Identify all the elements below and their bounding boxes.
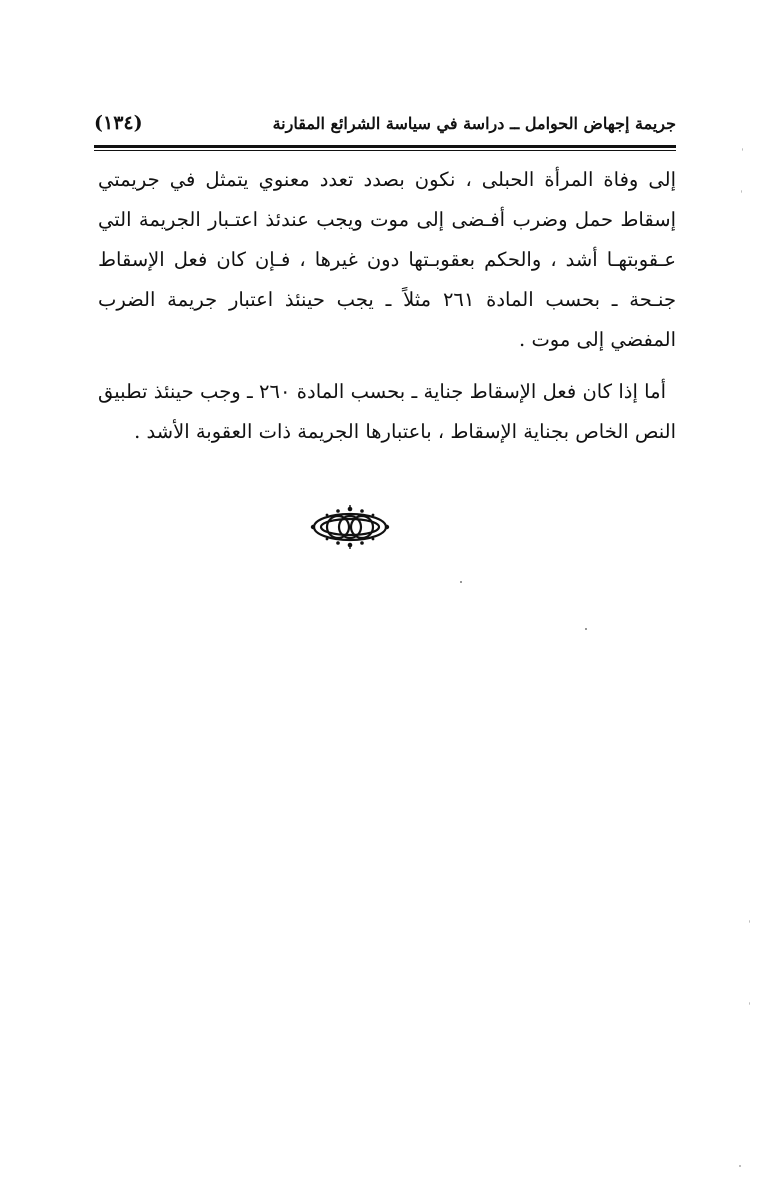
paragraph-2: أما إذا كان فعل الإسقاط جناية ـ بحسب المادة ٢٦٠ ـ وجب حينئذ تطبيق النص الخاص بجناية الإسقاط ، باعتبارها الجريمة ذات العقوبة الأشد . [98, 380, 676, 443]
running-header [94, 108, 676, 142]
header-title: جريمة إجهاض الحوامل ــ دراسة في سياسة الشرائع المقارنة [272, 114, 676, 133]
scan-speck [742, 148, 743, 151]
header-rule-thick [94, 145, 676, 148]
scan-speck [749, 1002, 750, 1005]
scan-speck [741, 190, 742, 193]
scan-speck [749, 920, 750, 923]
paragraph-1: إلى وفاة المرأة الحبلى ، نكون بصدد تعدد معنوي يتمثل في جريمتي إسقاط حمل وضرب أفـضى إلى موت ويجب عندئذ اعتـبار الجريمة التي عـقوبتهـا أشد ، والحكم بعقوبـتها دون غيرها ، فـإن كان فعل الإسقاط جنـحة ـ بحسب المادة ٢٦١ مثلاً ـ يجب حينئذ اعتبار جريمة الضرب المفضي إلى موت . [98, 168, 677, 351]
scan-speck [585, 628, 587, 630]
page-number: (١٣٤) [94, 112, 143, 134]
header-rule-thin [94, 150, 676, 151]
decorative-divider-ornament-icon [308, 502, 392, 552]
body-text [98, 160, 676, 452]
scan-speck [739, 1165, 741, 1167]
scan-speck [460, 581, 462, 583]
